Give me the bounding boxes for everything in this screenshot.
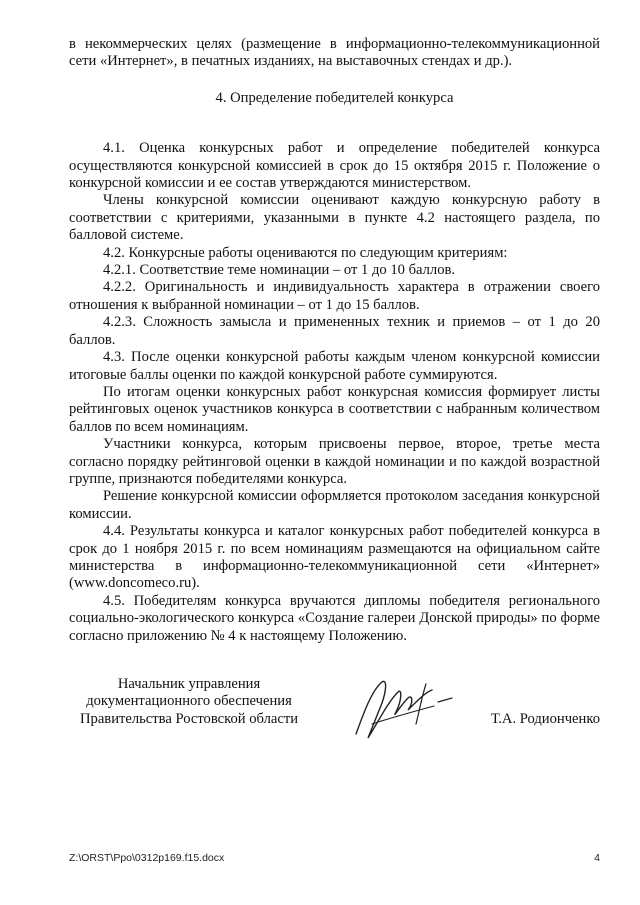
paragraph-4-2-2: 4.2.2. Оригинальность и индивидуальность характера в отражении своего отношения к выбранной номинации – от 1 до 15 баллов. bbox=[69, 279, 600, 313]
position-line: Начальник управления bbox=[117, 676, 261, 692]
section-title: 4. Определение победителей конкурса bbox=[215, 89, 454, 106]
spacer bbox=[69, 124, 600, 140]
position-line: Правительства Ростовской области bbox=[79, 710, 299, 727]
paragraph-4-2-1: 4.2.1. Соответствие теме номинации – от 1 до 10 баллов. bbox=[103, 262, 456, 279]
page-number: 4 bbox=[594, 852, 600, 864]
handwritten-signature-icon bbox=[342, 672, 462, 752]
paragraph-4-5: 4.5. Победителям конкурса вручаются дипломы победителя регионального социально-экологического конкурса «Создание галереи Донской природы» по форме согласно приложению № 4 к настоящему Положению. bbox=[69, 592, 600, 644]
document-body bbox=[69, 36, 600, 645]
paragraph-winners: Участники конкурса, которым присвоены первое, второе, третье места согласно порядку рейтинговой оценки в каждой номинации и по каждой возрастной группе, признаются победителями конкурса. bbox=[69, 436, 600, 487]
paragraph-rating: По итогам оценки конкурсных работ конкурсная комиссия формирует листы рейтинговых оценок участников конкурса в соответствии с набранным количеством баллов по всем номинациям. bbox=[69, 383, 600, 435]
paragraph-members: Члены конкурсной комиссии оценивают каждую конкурсную работу в соответствии с критериями, указанными в пункте 4.2 настоящего раздела, по балловой системе. bbox=[69, 192, 600, 244]
signatory-position bbox=[69, 676, 309, 728]
paragraph-decision: Решение конкурсной комиссии оформляется протоколом заседания конкурсной комиссии. bbox=[69, 488, 600, 522]
paragraph-4-2-3: 4.2.3. Сложность замысла и примененных техник и приемов – от 1 до 20 баллов. bbox=[69, 314, 600, 348]
paragraph-4-4: 4.4. Результаты конкурса и каталог конкурсных работ победителей конкурса в срок до 1 ноября 2015 г. по всем номинациям размещаются на официальном сайте министерства в информационно-телекоммуникационной сети «Интернет» (www.doncomeco.ru). bbox=[69, 523, 600, 592]
position-line: документационного обеспечения bbox=[86, 693, 292, 710]
signatory-name: Т.А. Родионченко bbox=[490, 711, 600, 727]
paragraph-4-3: 4.3. После оценки конкурсной работы каждым членом конкурсной комиссии итоговые баллы оценки по каждой конкурсной работе суммируются. bbox=[69, 349, 600, 383]
intro-paragraph: в некоммерческих целях (размещение в информационно-телекоммуникационной сети «Интернет», в печатных изданиях, на выставочных стендах и др.). bbox=[69, 36, 600, 70]
paragraph-4-2: 4.2. Конкурсные работы оцениваются по следующим критериям: bbox=[103, 244, 508, 261]
paragraph-4-1: 4.1. Оценка конкурсных работ и определение победителей конкурса осуществляются конкурсной комиссией в срок до 15 октября 2015 г. Положение о конкурсной комиссии и ее состав утверждаются министерством. bbox=[69, 140, 600, 192]
footer-file-path: Z:\ORST\Ppo\0312p169.f15.docx bbox=[69, 852, 225, 864]
